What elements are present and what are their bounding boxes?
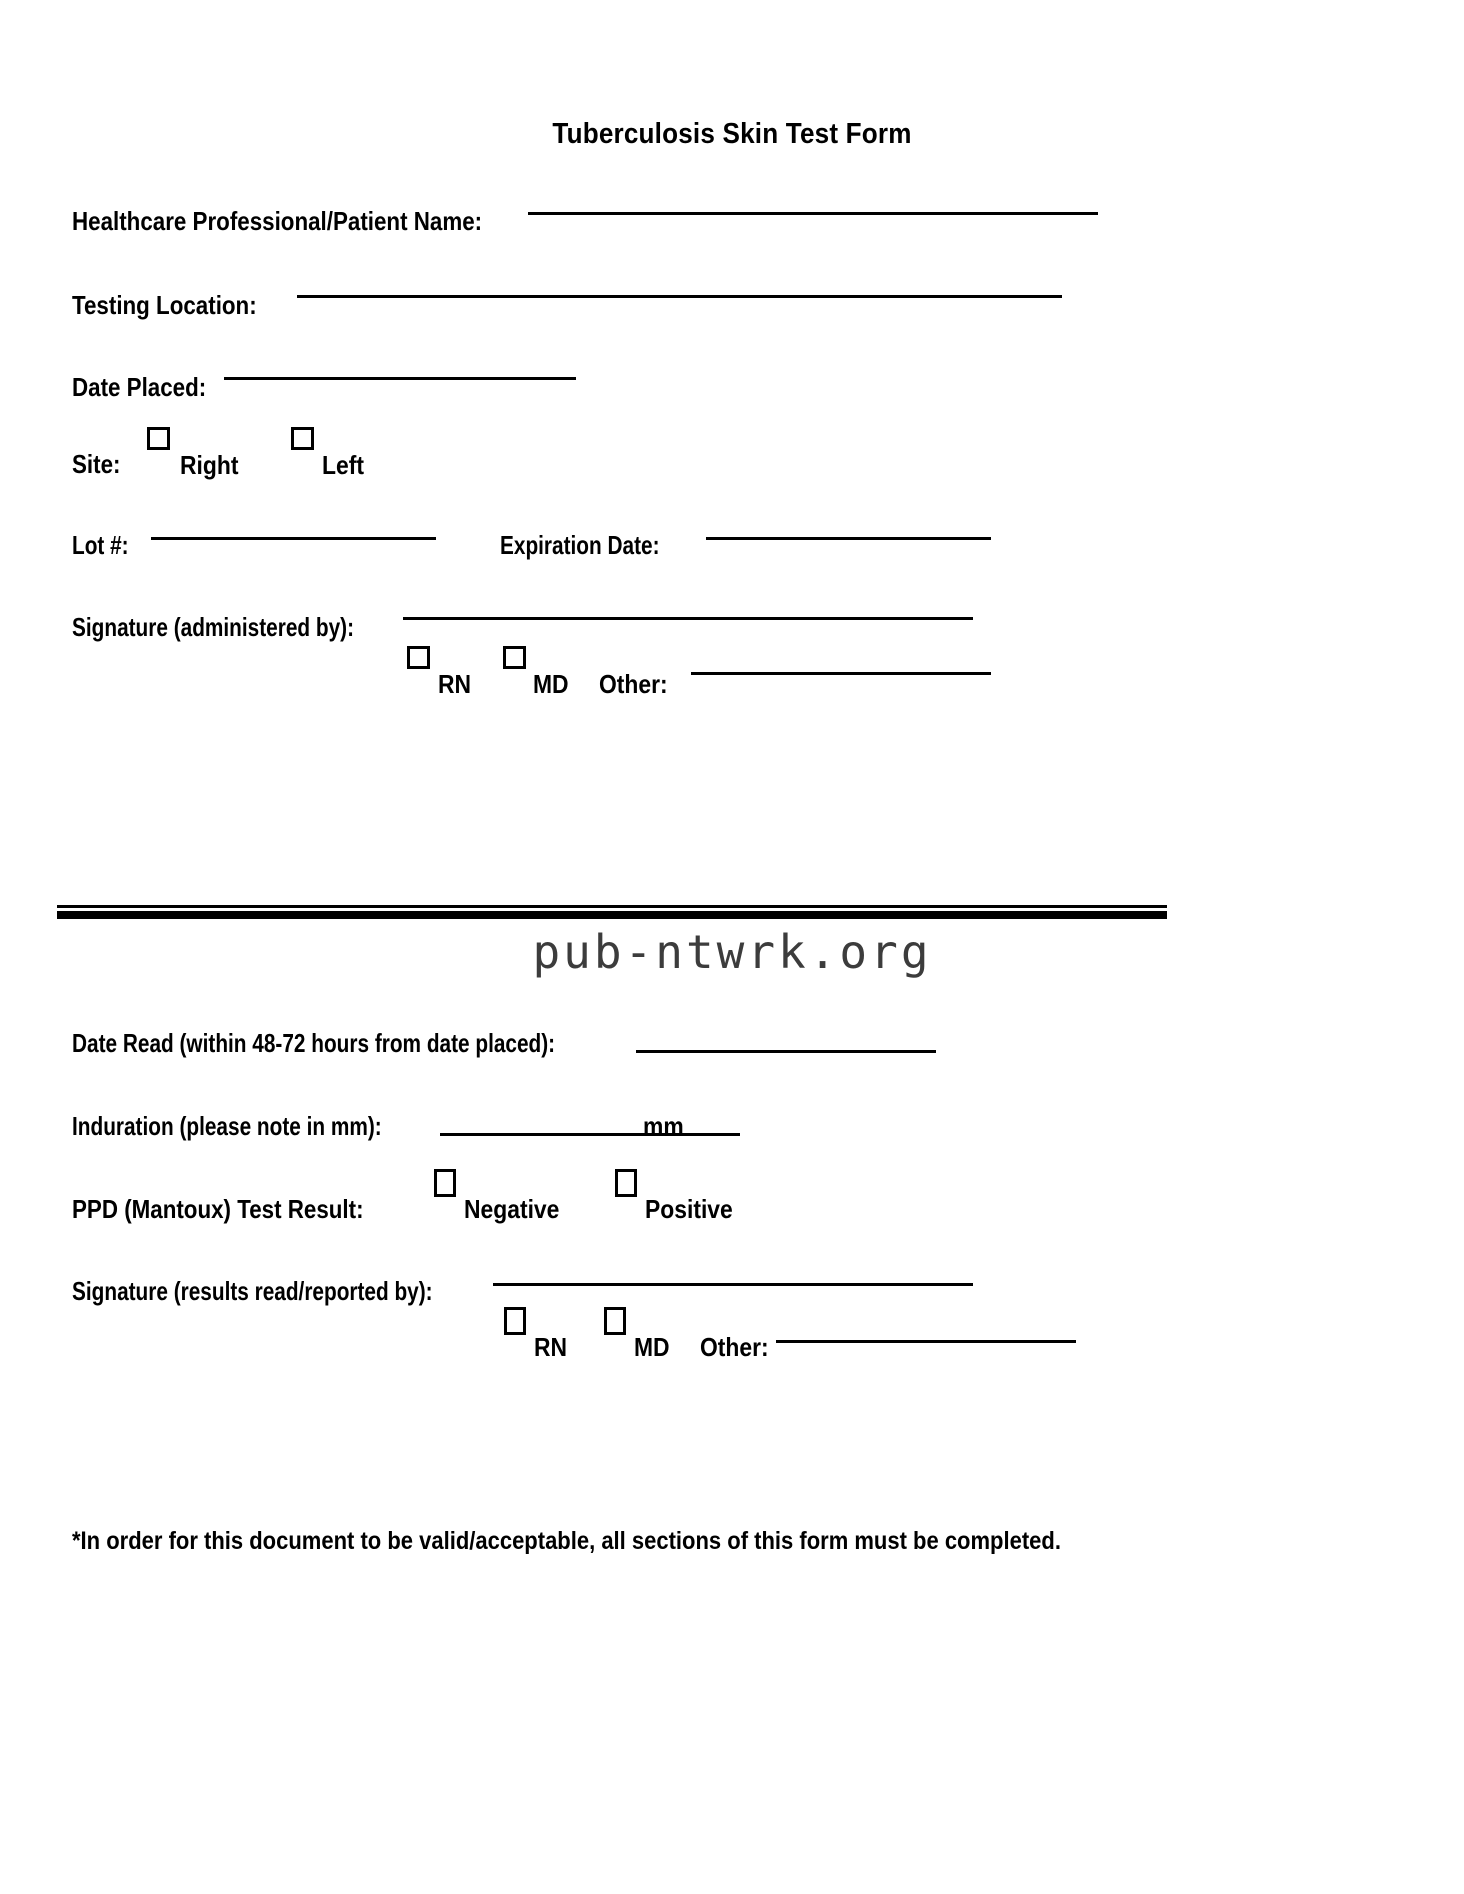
checkbox-administered-rn-label: RN: [438, 669, 472, 699]
signature-read-input[interactable]: [493, 1283, 973, 1286]
section-divider: [57, 905, 1167, 919]
date-placed-label: Date Placed:: [72, 372, 207, 402]
checkbox-site-left-label: Left: [322, 450, 364, 480]
checkbox-administered-md-label: MD: [533, 669, 569, 699]
lot-input[interactable]: [151, 537, 436, 540]
other-read-label: Other:: [700, 1332, 769, 1362]
patient-name-label: Healthcare Professional/Patient Name:: [72, 206, 483, 236]
other-administered-input[interactable]: [691, 672, 991, 675]
checkbox-ppd-positive-label: Positive: [645, 1194, 733, 1224]
page-title: Tuberculosis Skin Test Form: [552, 118, 912, 150]
field-row-testing-location: [72, 292, 287, 318]
checkbox-ppd-negative-label: Negative: [464, 1194, 560, 1224]
divider-thick-rule: [57, 911, 1167, 919]
site-label: Site:: [72, 449, 121, 479]
field-row-patient-name: [72, 208, 549, 234]
checkbox-site-left[interactable]: [291, 427, 314, 450]
field-row-induration: [72, 1113, 459, 1139]
field-row-ppd-result: [72, 1196, 411, 1222]
signature-administered-label: Signature (administered by):: [72, 612, 354, 642]
watermark: pub-ntwrk.org: [532, 925, 932, 979]
checkbox-site-right-label: Right: [180, 450, 239, 480]
checkbox-read-md[interactable]: [604, 1307, 626, 1335]
checkbox-administered-rn[interactable]: [407, 646, 430, 669]
expiration-input[interactable]: [706, 537, 991, 540]
checkbox-ppd-negative[interactable]: [434, 1169, 456, 1197]
checkbox-read-rn-label: RN: [534, 1332, 568, 1362]
checkbox-read-md-label: MD: [634, 1332, 670, 1362]
field-row-signature-administered: [72, 614, 425, 640]
field-row-signature-read: [72, 1278, 523, 1304]
checkbox-site-right[interactable]: [147, 427, 170, 450]
induration-unit-label: mm: [643, 1111, 684, 1141]
signature-read-label: Signature (results read/reported by):: [72, 1276, 433, 1306]
expiration-label: Expiration Date:: [500, 530, 660, 560]
checkbox-ppd-positive[interactable]: [615, 1169, 637, 1197]
ppd-result-label: PPD (Mantoux) Test Result:: [72, 1194, 364, 1224]
testing-location-label: Testing Location:: [72, 290, 257, 320]
checkbox-read-rn[interactable]: [504, 1307, 526, 1335]
other-read-input[interactable]: [776, 1340, 1076, 1343]
field-row-lot: [72, 532, 143, 558]
induration-input[interactable]: [440, 1133, 740, 1136]
field-row-expiration: [500, 532, 699, 558]
field-row-date-read: [72, 1030, 676, 1056]
field-row-date-placed: [72, 374, 228, 400]
field-row-site: [72, 451, 128, 477]
lot-label: Lot #:: [72, 530, 129, 560]
signature-administered-input[interactable]: [403, 617, 973, 620]
other-administered-label: Other:: [599, 669, 668, 699]
date-placed-input[interactable]: [224, 377, 576, 380]
patient-name-input[interactable]: [528, 212, 1098, 215]
testing-location-input[interactable]: [297, 295, 1062, 298]
checkbox-administered-md[interactable]: [503, 646, 526, 669]
date-read-label: Date Read (within 48-72 hours from date placed):: [72, 1028, 556, 1058]
induration-label: Induration (please note in mm):: [72, 1111, 382, 1141]
date-read-input[interactable]: [636, 1050, 936, 1053]
validity-note: *In order for this document to be valid/acceptable, all sections of this form must be completed.: [72, 1527, 1061, 1555]
